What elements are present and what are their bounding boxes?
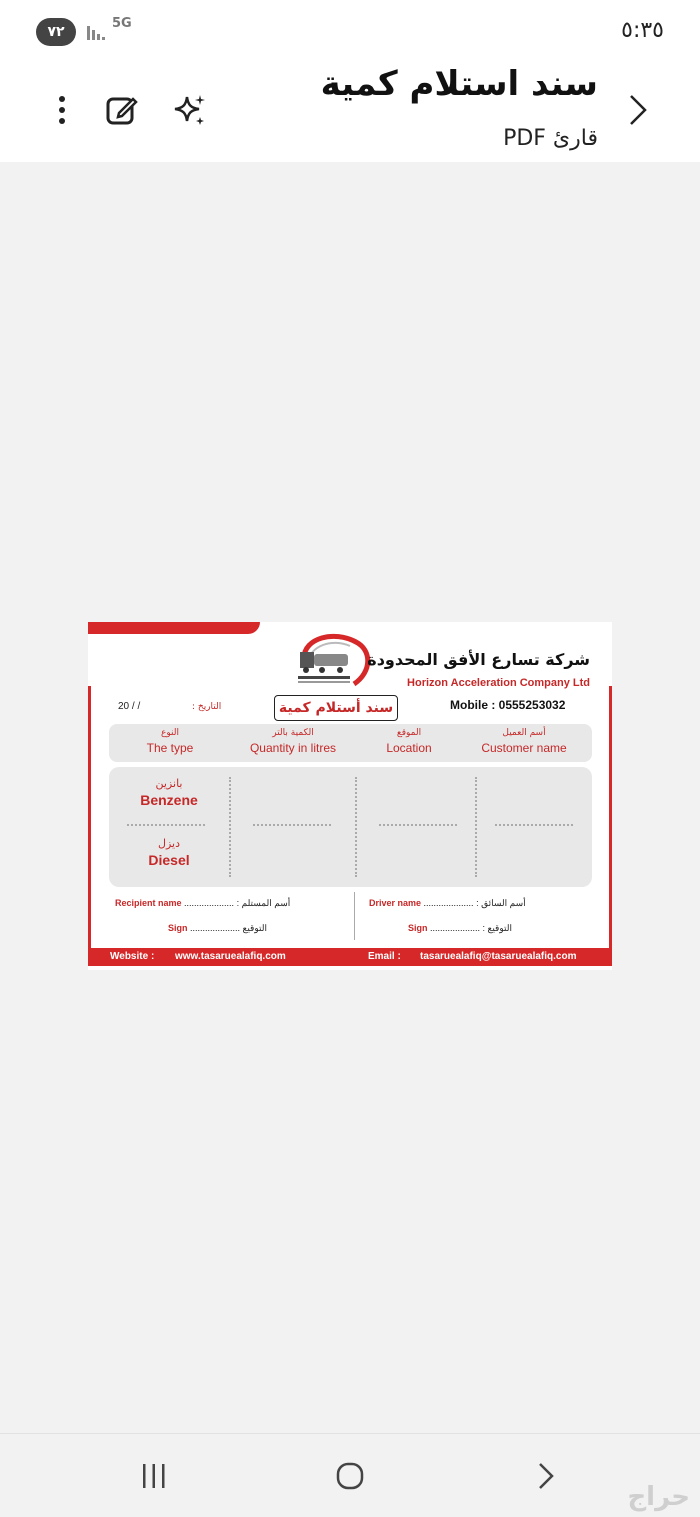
navigation-bar [0,1433,700,1517]
status-bar [0,0,700,60]
recent-apps-icon [140,1462,168,1490]
signal-icon [86,22,106,40]
email-label: Email : [368,951,401,962]
driver-sign-line: Sign .................... التوقيع : [408,923,512,933]
email-address: tasaruealafiq@tasaruealafiq.com [420,951,577,962]
column-divider [229,777,231,877]
battery-indicator: ٧٢ [36,18,76,46]
border-line-right [609,686,612,956]
home-icon [335,1461,365,1491]
table-body [109,767,592,887]
edit-button[interactable] [100,88,144,132]
network-type: 5G [112,16,132,31]
date-label: التاريخ : [192,702,222,712]
app-name: قارئ PDF [503,126,598,151]
fill-line [127,824,205,826]
column-location: الموقع Location [386,728,432,755]
column-customer-name: أسم العميل Customer name [481,728,567,755]
ai-assist-button[interactable] [168,88,212,132]
more-options-button[interactable] [40,88,84,132]
fuel-type-diesel: ديزل Diesel [148,837,190,868]
table-header-row [109,724,592,762]
mobile-number: Mobile : 0555253032 [450,698,566,712]
border-line-left [88,686,91,956]
column-divider [475,777,477,877]
back-icon [536,1461,556,1491]
document-title: سند استلام كمية [320,64,598,104]
fill-line [379,824,457,826]
recipient-sign-line: Sign .................... التوقيع [168,923,267,933]
back-nav-button[interactable] [524,1458,568,1494]
home-button[interactable] [328,1458,372,1494]
top-band [88,622,260,634]
pdf-page[interactable] [88,622,612,970]
website-link: www.tasaruealafiq.com [175,951,286,962]
footer-bar [88,948,612,966]
driver-name-line: Driver name .................... أسم السائق : [369,898,526,908]
fuel-type-benzene: بانزين Benzene [140,777,198,808]
fill-line [253,824,331,826]
recent-apps-button[interactable] [132,1458,176,1494]
fill-line [495,824,573,826]
company-name-arabic: شركة تسارع الأفق المحدودة [367,650,590,669]
column-quantity: الكمية بالتر Quantity in litres [249,728,337,755]
clock: ٥:٣٥ [621,18,664,43]
watermark: حراج [627,1482,690,1512]
signature-divider [354,892,355,940]
company-name-english: Horizon Acceleration Company Ltd [407,677,590,689]
more-vertical-icon [58,95,66,125]
website-label: Website : [110,951,155,962]
app-header [0,60,700,162]
receipt-title: سند أستلام كمية [274,695,398,721]
recipient-name-line: Recipient name .................... أسم المستلم : [115,898,291,908]
column-divider [355,777,357,877]
company-logo [294,628,374,690]
edit-icon [105,93,139,127]
column-type: النوع The type [146,728,194,755]
back-button[interactable] [616,88,660,132]
date-value: 20 / / [118,701,141,712]
chevron-right-icon [627,93,649,127]
sparkle-icon [173,93,207,127]
